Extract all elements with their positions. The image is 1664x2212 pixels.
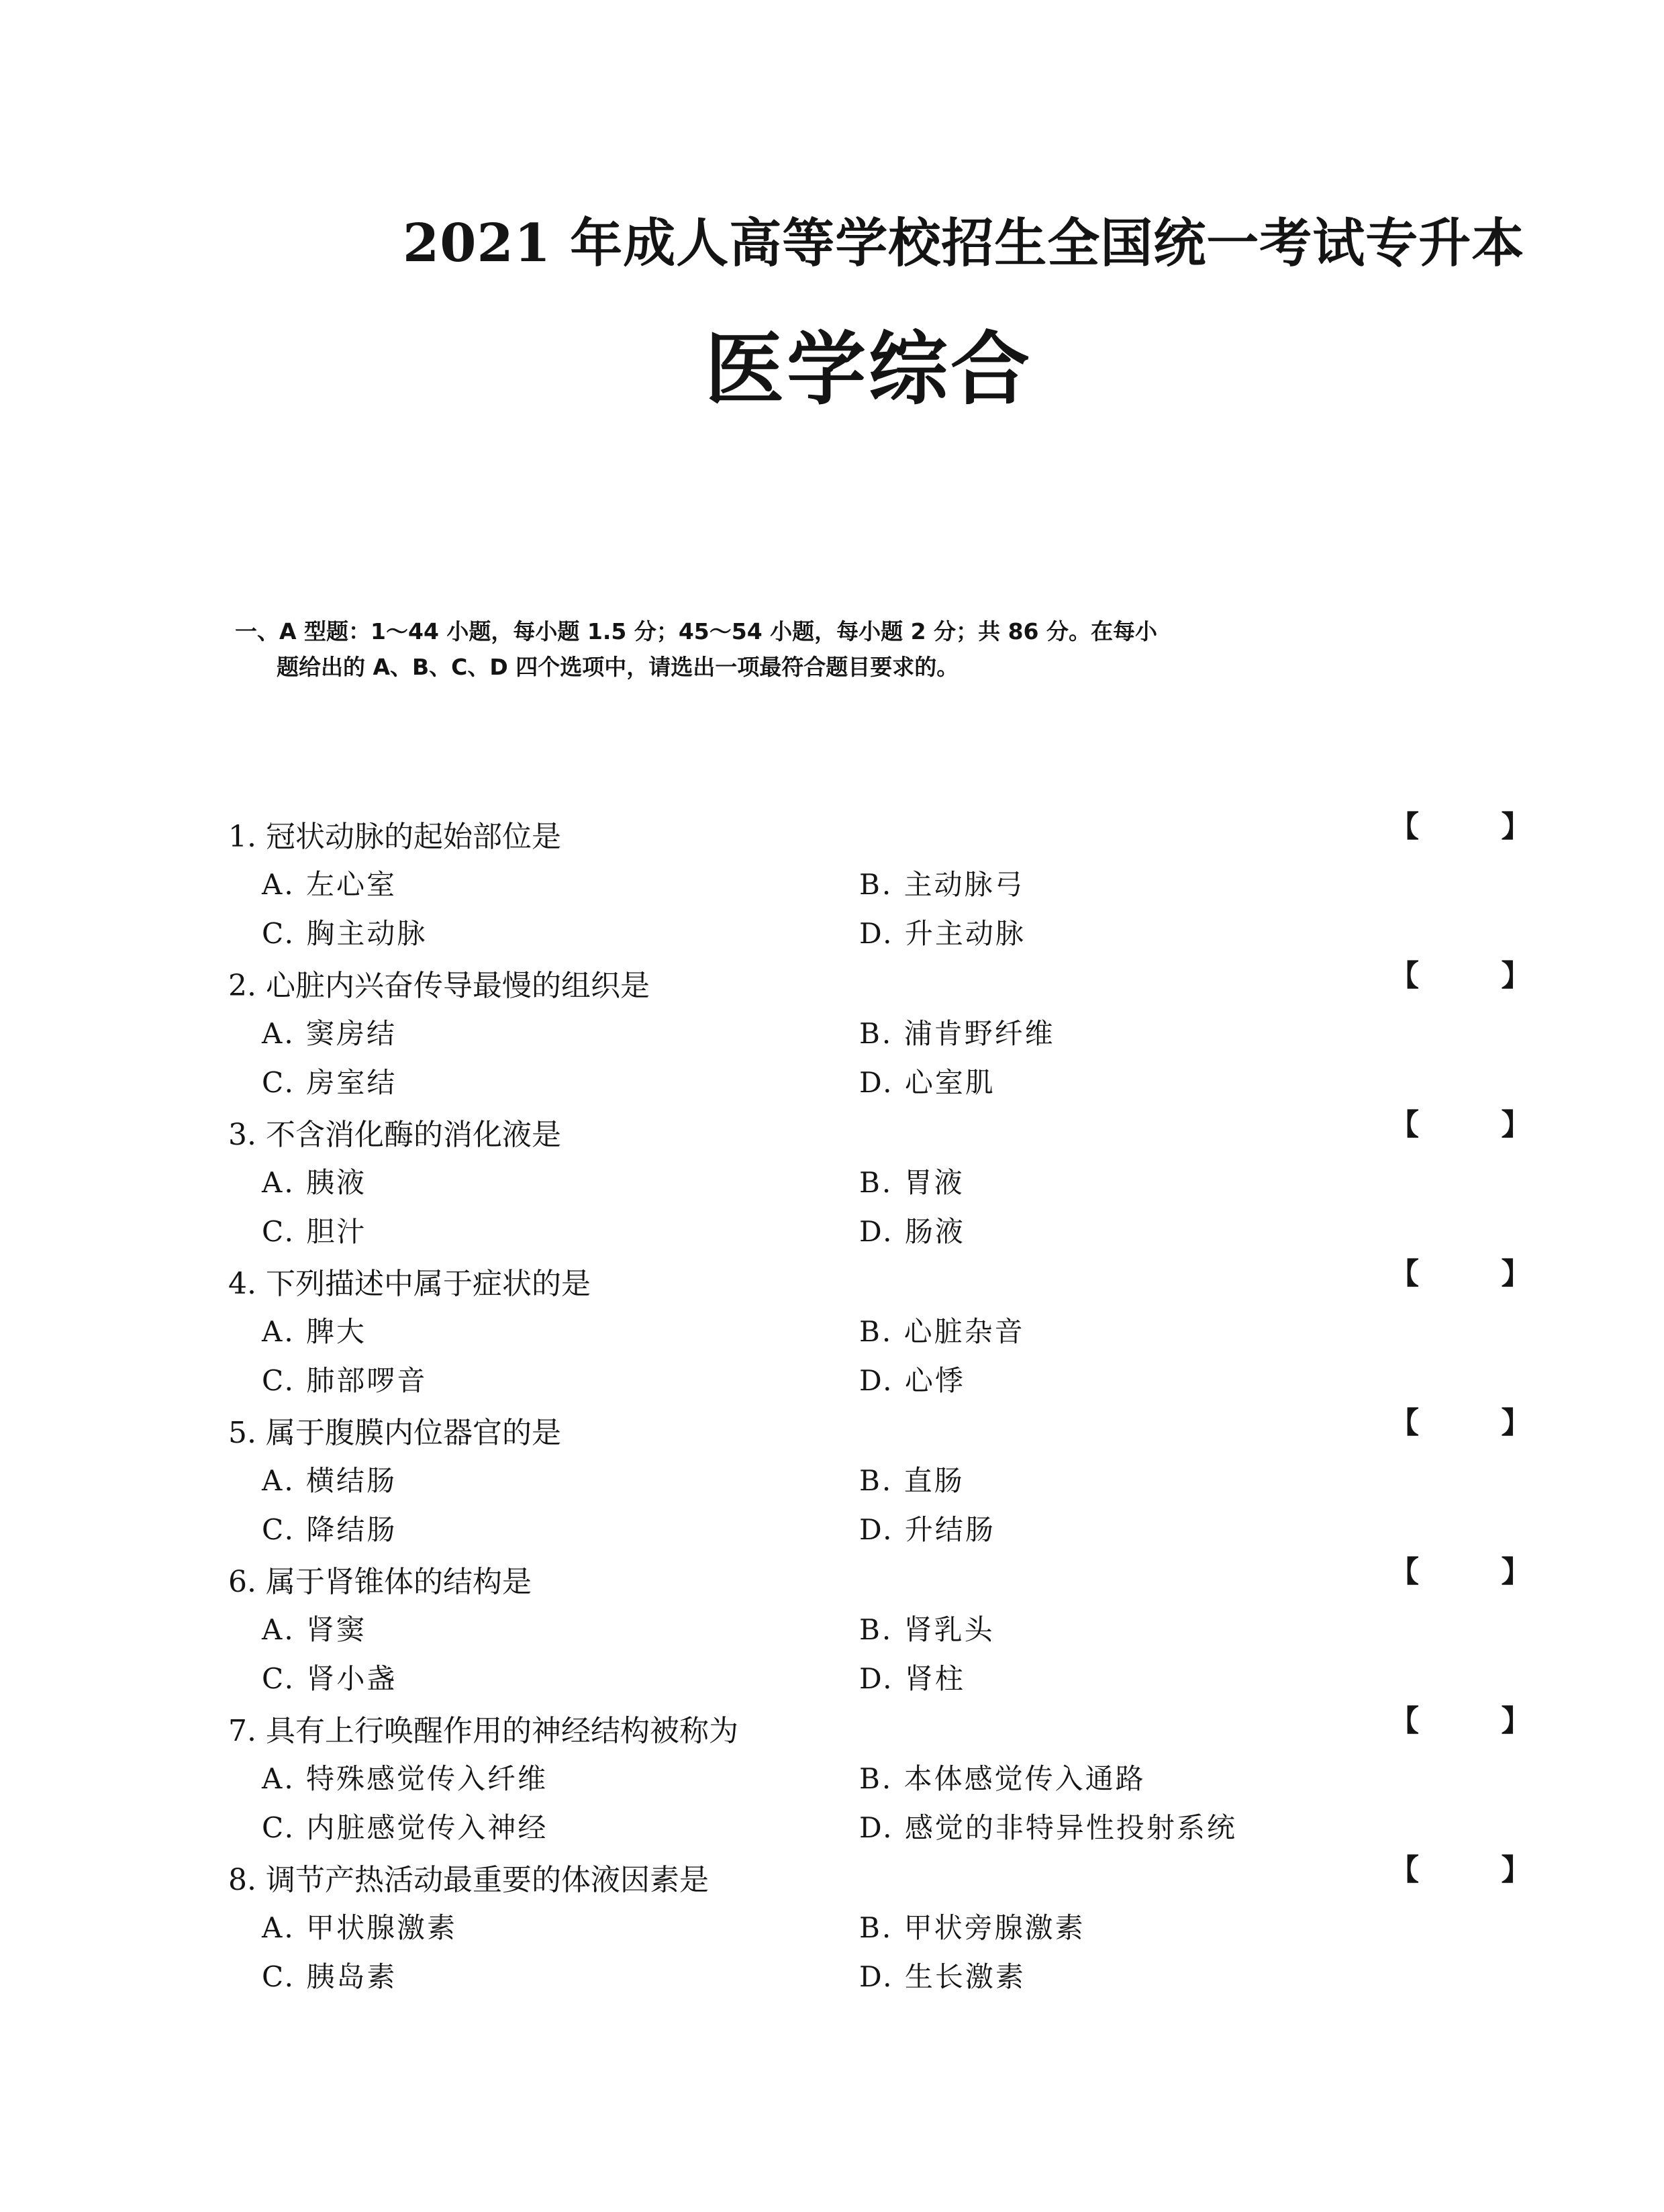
question-stem: 6. 属于肾锥体的结构是: [228, 1565, 532, 1599]
answer-bracket[interactable]: 【 】: [1389, 1555, 1531, 1589]
answer-bracket[interactable]: 【 】: [1389, 959, 1531, 993]
option-b: B. 主动脉弓: [859, 868, 1025, 901]
question-stem: 7. 具有上行唤醒作用的神经结构被称为: [228, 1714, 738, 1748]
question-7: [228, 1696, 1531, 1845]
option-a: A. 胰液: [262, 1166, 367, 1199]
option-a: A. 窦房结: [262, 1017, 397, 1050]
option-d: D. 肾柱: [859, 1662, 965, 1695]
option-b: B. 甲状旁腺激素: [859, 1911, 1085, 1944]
option-b: B. 肾乳头: [859, 1613, 995, 1646]
option-a: A. 肾窦: [262, 1613, 367, 1646]
answer-bracket[interactable]: 【 】: [1389, 1704, 1531, 1738]
question-8: [228, 1845, 1531, 1994]
instructions-line-1: 一、A 型题：1～44 小题，每小题 1.5 分；45～54 小题，每小题 2 分；共 86 分。在每小: [235, 618, 1158, 644]
option-d: D. 心悸: [859, 1364, 965, 1397]
question-stem: 4. 下列描述中属于症状的是: [228, 1267, 591, 1301]
section-instructions: [235, 614, 1157, 685]
option-d: D. 感觉的非特异性投射系统: [859, 1811, 1237, 1844]
option-c: C. 胰岛素: [262, 1960, 397, 1993]
option-a: A. 脾大: [262, 1315, 367, 1348]
option-c: C. 房室结: [262, 1066, 397, 1099]
option-d: D. 升主动脉: [859, 917, 1026, 950]
question-4: [228, 1249, 1531, 1398]
option-c: C. 内脏感觉传入神经: [262, 1811, 548, 1844]
option-d: D. 升结肠: [859, 1513, 995, 1546]
option-c: C. 胸主动脉: [262, 917, 428, 950]
answer-bracket[interactable]: 【 】: [1389, 1108, 1531, 1142]
option-c: C. 降结肠: [262, 1513, 397, 1546]
option-a: A. 特殊感觉传入纤维: [262, 1762, 548, 1795]
question-stem: 8. 调节产热活动最重要的体液因素是: [228, 1863, 709, 1897]
question-stem: 5. 属于腹膜内位器官的是: [228, 1416, 561, 1450]
answer-bracket[interactable]: 【 】: [1389, 1257, 1531, 1291]
option-d: D. 肠液: [859, 1215, 965, 1248]
answer-bracket[interactable]: 【 】: [1389, 1406, 1531, 1440]
question-3: [228, 1100, 1531, 1249]
option-c: C. 胆汁: [262, 1215, 367, 1248]
answer-bracket[interactable]: 【 】: [1389, 1853, 1531, 1887]
option-a: A. 横结肠: [262, 1464, 397, 1497]
option-b: B. 直肠: [859, 1464, 965, 1497]
option-d: D. 生长激素: [859, 1960, 1026, 1993]
question-stem: 1. 冠状动脉的起始部位是: [228, 820, 561, 854]
instructions-line-2: 题给出的 A、B、C、D 四个选项中，请选出一项最符合题目要求的。: [277, 653, 959, 680]
subject-title: 医学综合: [705, 323, 1033, 416]
option-b: B. 胃液: [859, 1166, 965, 1199]
exam-title: 2021 年成人高等学校招生全国统一考试专升本: [403, 213, 1525, 274]
option-b: B. 浦肯野纤维: [859, 1017, 1055, 1050]
question-stem: 2. 心脏内兴奋传导最慢的组织是: [228, 969, 650, 1003]
question-6: [228, 1547, 1531, 1696]
answer-bracket[interactable]: 【 】: [1389, 810, 1531, 844]
option-d: D. 心室肌: [859, 1066, 995, 1099]
question-1: [228, 802, 1531, 951]
option-c: C. 肺部啰音: [262, 1364, 428, 1397]
option-a: A. 甲状腺激素: [262, 1911, 458, 1944]
question-stem: 3. 不含消化酶的消化液是: [228, 1118, 561, 1152]
option-c: C. 肾小盏: [262, 1662, 397, 1695]
question-5: [228, 1398, 1531, 1547]
option-b: B. 心脏杂音: [859, 1315, 1025, 1348]
option-b: B. 本体感觉传入通路: [859, 1762, 1146, 1795]
question-2: [228, 951, 1531, 1100]
option-a: A. 左心室: [262, 868, 397, 901]
